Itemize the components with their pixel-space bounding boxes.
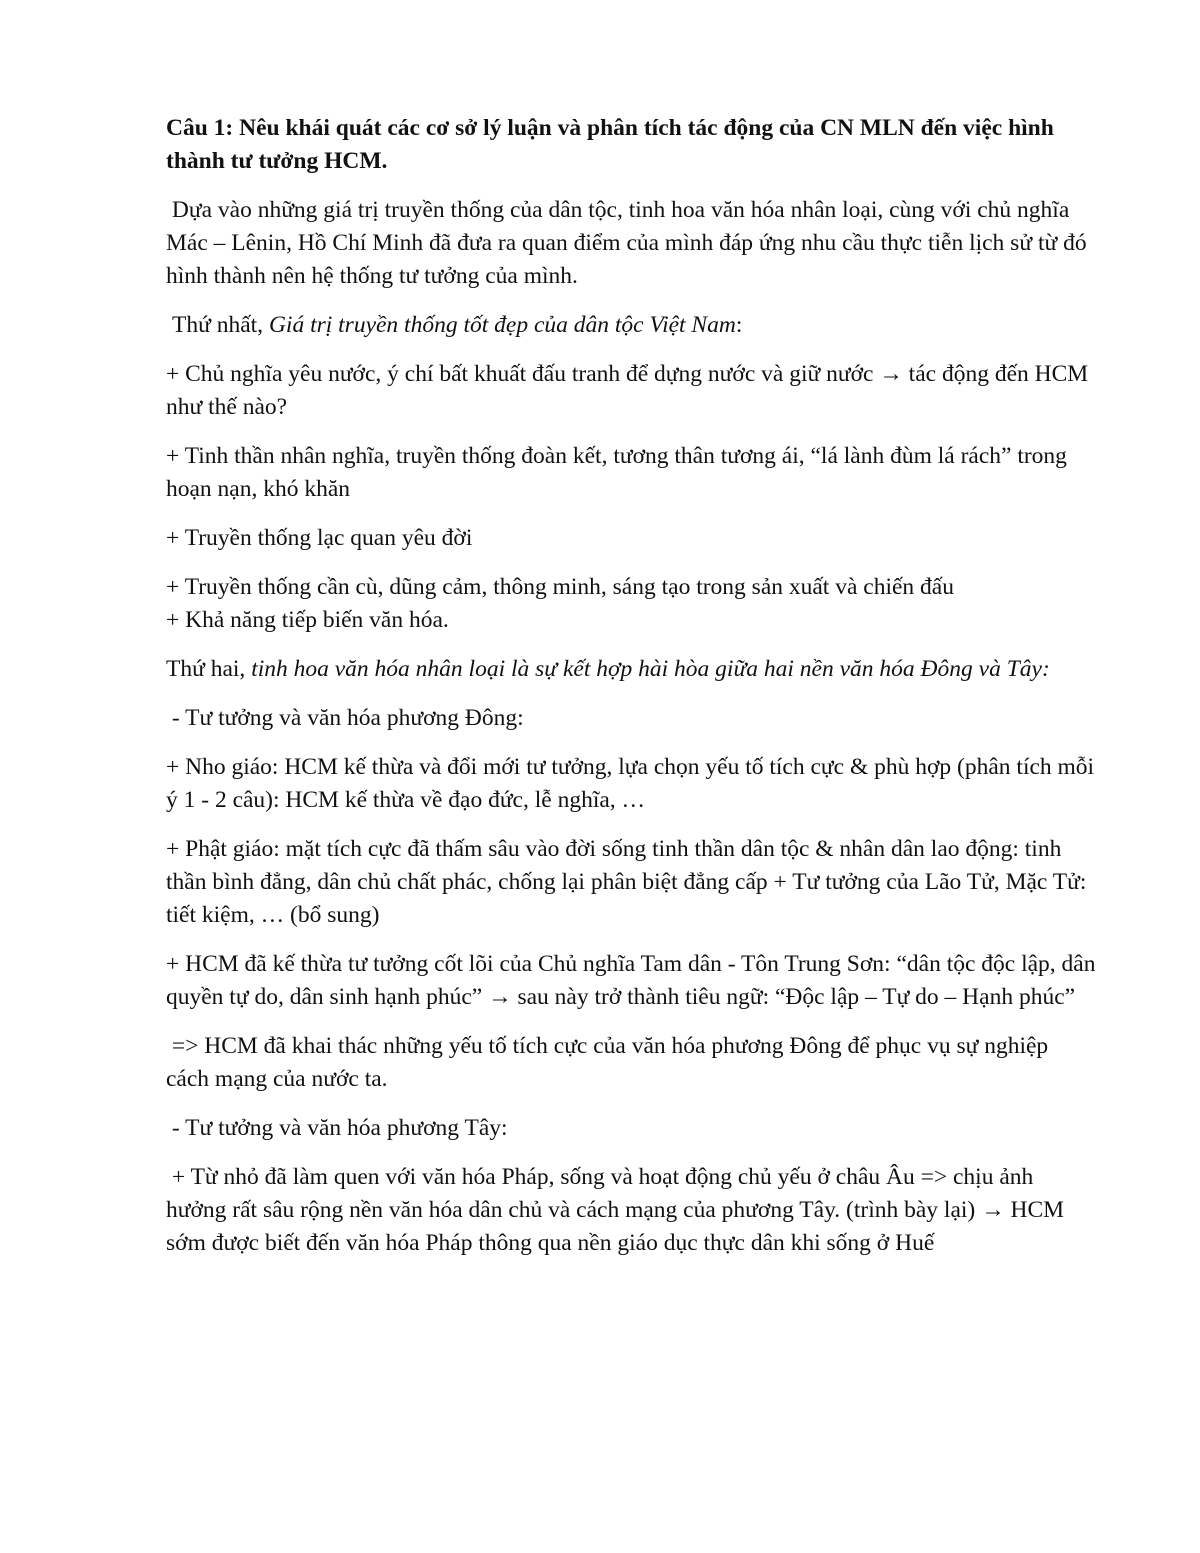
list-item: + Phật giáo: mặt tích cực đã thấm sâu vào đời sống tinh thần dân tộc & nhân dân lao động: tinh thần bình đẳng, dân chủ chất phác, chống lại phân biệt đẳng cấp + Tư tưởng của Lão Tử, Mặc Tử: tiết kiệm, … (bổ sung) [166,836,1087,928]
first-heading-italic: Giá trị truyền thống tốt đẹp của dân tộc Việt Nam [268,312,736,338]
first-section-heading [166,309,1096,342]
second-lead: Thứ hai, [166,656,252,682]
list-item: + Chủ nghĩa yêu nước, ý chí bất khuất đấu tranh để dựng nước và giữ nước → tác động đến HCM như thế nào? [166,361,1089,420]
list-item: + Truyền thống lạc quan yêu đời [166,525,473,551]
list-item: + Khả năng tiếp biến văn hóa. [166,607,449,633]
second-section-heading [166,653,1096,686]
question-title: Câu 1: Nêu khái quát các cơ sở lý luận và phân tích tác động của CN MLN đến việc hình thành tư tưởng HCM. [166,115,1054,174]
list-item: + Từ nhỏ đã làm quen với văn hóa Pháp, sống và hoạt động chủ yếu ở châu Âu => chịu ảnh hưởng rất sâu rộng nền văn hóa dân chủ và cách mạng của phương Tây. (trình bày lại) → HCM sớm được biết đến văn hóa Pháp thông qua nền giáo dục thực dân khi sống ở Huế [166,1164,1070,1256]
intro-paragraph: Dựa vào những giá trị truyền thống của dân tộc, tinh hoa văn hóa nhân loại, cùng với chủ nghĩa Mác – Lênin, Hồ Chí Minh đã đưa ra quan điểm của mình đáp ứng nhu cầu thực tiễn lịch sử từ đó hình thành nên hệ thống tư tưởng của mình. [166,197,1093,289]
first-lead: Thứ nhất, [172,312,269,338]
list-item-group [166,571,1096,637]
west-subheading: - Tư tưởng và văn hóa phương Tây: [166,1115,508,1141]
document-body [166,112,1096,1276]
east-subheading: - Tư tưởng và văn hóa phương Đông: [166,705,524,731]
first-tail: : [735,312,743,338]
list-item: + HCM đã kế thừa tư tưởng cốt lõi của Chủ nghĩa Tam dân - Tôn Trung Sơn: “dân tộc độc lập, dân quyền tự do, dân sinh hạnh phúc” → sau này trở thành tiêu ngữ: “Độc lập – Tự do – Hạnh phúc” [166,951,1096,1010]
list-item: + Truyền thống cần cù, dũng cảm, thông minh, sáng tạo trong sản xuất và chiến đấu [166,574,954,600]
conclusion-item: => HCM đã khai thác những yếu tố tích cực của văn hóa phương Đông để phục vụ sự nghiệp cách mạng của nước ta. [166,1033,1055,1092]
second-heading-italic: tinh hoa văn hóa nhân loại là sự kết hợp hài hòa giữa hai nền văn hóa Đông và Tây: [251,656,1050,682]
list-item: + Nho giáo: HCM kế thừa và đổi mới tư tưởng, lựa chọn yếu tố tích cực & phù hợp (phân tích mỗi ý 1 - 2 câu): HCM kế thừa về đạo đức, lễ nghĩa, … [166,754,1095,813]
list-item: + Tinh thần nhân nghĩa, truyền thống đoàn kết, tương thân tương ái, “lá lành đùm lá rách” trong hoạn nạn, khó khăn [166,443,1067,502]
